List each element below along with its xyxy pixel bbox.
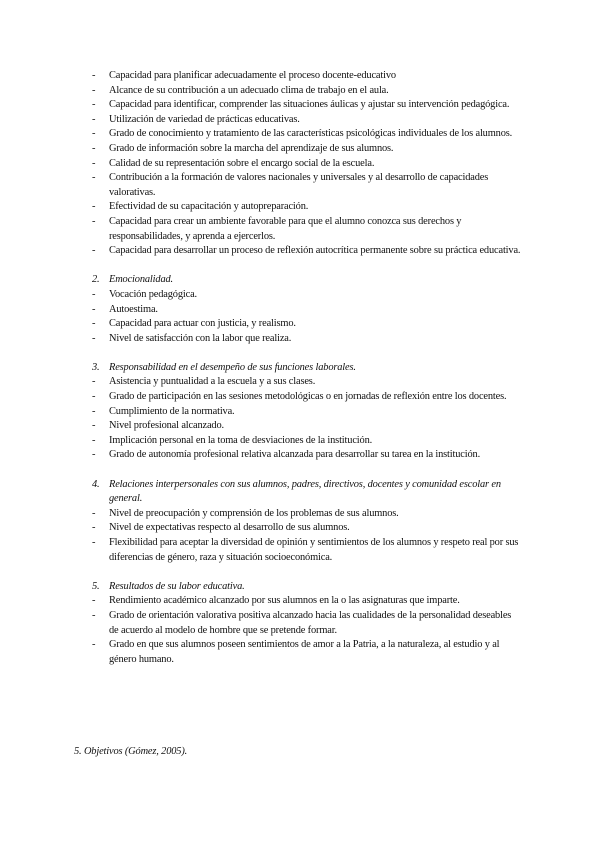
- list-item: - Capacidad para identificar, comprender las situaciones áulicas y ajustar su intervención pedagógica.: [92, 99, 510, 111]
- section-1-list: [92, 69, 522, 259]
- list-item: - Utilización de variedad de prácticas educativas.: [92, 113, 300, 125]
- list-item: - Contribución a la formación de valores nacionales y universales y al desarrollo de capacidades valorativas.: [92, 172, 489, 198]
- list-item: - Rendimiento académico alcanzado por sus alumnos en la o las asignaturas que imparte.: [92, 595, 460, 607]
- list-item: - Capacidad para planificar adecuadamente el proceso docente-educativo: [92, 70, 396, 81]
- list-item: - Capacidad para actuar con justicia, y realismo.: [92, 318, 296, 330]
- section-heading: 2. Emocionalidad.: [92, 274, 173, 286]
- document-body: [92, 69, 522, 667]
- list-item: - Capacidad para crear un ambiente favorable para que el alumno conozca sus derechos y responsabilidades, y aprenda a ejercerlos.: [92, 215, 462, 242]
- list-item: - Nivel de preocupación y comprensión de los problemas de sus alumnos.: [92, 507, 399, 519]
- list-item: - Calidad de su representación sobre el encargo social de la escuela.: [92, 157, 375, 169]
- section-heading: 4. Relaciones interpersonales con sus alumnos, padres, directivos, docentes y comunidad escolar en general.: [92, 478, 501, 505]
- list-item: - Nivel profesional alcanzado.: [92, 420, 224, 432]
- list-item: - Grado de autonomía profesional relativa alcanzada para desarrollar su tarea en la institución.: [92, 449, 481, 461]
- list-item: - Cumplimiento de la normativa.: [92, 405, 235, 417]
- list-item: - Grado de información sobre la marcha del aprendizaje de sus alumnos.: [92, 142, 394, 154]
- list-item: - Nivel de expectativas respecto al desarrollo de sus alumnos.: [92, 522, 350, 534]
- list-item: - Efectividad de su capacitación y autopreparación.: [92, 201, 309, 213]
- objetivos-heading: 5. Objetivos (Gómez, 2005).: [74, 746, 188, 757]
- list-item: - Grado de conocimiento y tratamiento de las características psicológicas individuales de los alumnos.: [92, 128, 513, 140]
- list-item: - Grado de orientación valorativa positiva alcanzado hacia las cualidades de la personalidad deseables de acuerdo al modelo de hombre que se pretende formar.: [92, 609, 512, 636]
- section-4: [92, 478, 522, 566]
- section-heading: 5. Resultados de su labor educativa.: [92, 580, 245, 592]
- section-5: [92, 580, 522, 668]
- list-item: - Implicación personal en la toma de desviaciones de la institución.: [92, 434, 373, 446]
- list-item: - Autoestima.: [92, 303, 158, 315]
- list-item: - Flexibilidad para aceptar la diversidad de opinión y sentimientos de los alumnos y respeto real por sus diferencias de género, raza y situación socioeconómica.: [92, 537, 519, 563]
- list-item: - Grado en que sus alumnos poseen sentimientos de amor a la Patria, a la naturaleza, al estudio y al género humano.: [92, 639, 500, 665]
- list-item: - Alcance de su contribución a un adecuado clima de trabajo en el aula.: [92, 84, 389, 96]
- section-heading: 3. Responsabilidad en el desempeño de sus funciones laborales.: [92, 361, 356, 373]
- list-item: - Vocación pedagógica.: [92, 288, 197, 300]
- list-item: - Nivel de satisfacción con la labor que realiza.: [92, 332, 292, 344]
- section-2: [92, 273, 522, 346]
- list-item: - Grado de participación en las sesiones metodológicas o en jornadas de reflexión entre los docentes.: [92, 391, 507, 403]
- section-3: [92, 361, 522, 463]
- list-item: - Asistencia y puntualidad a la escuela y a sus clases.: [92, 376, 316, 388]
- list-item: - Capacidad para desarrollar un proceso de reflexión autocrítica permanente sobre su práctica educativa.: [92, 245, 521, 257]
